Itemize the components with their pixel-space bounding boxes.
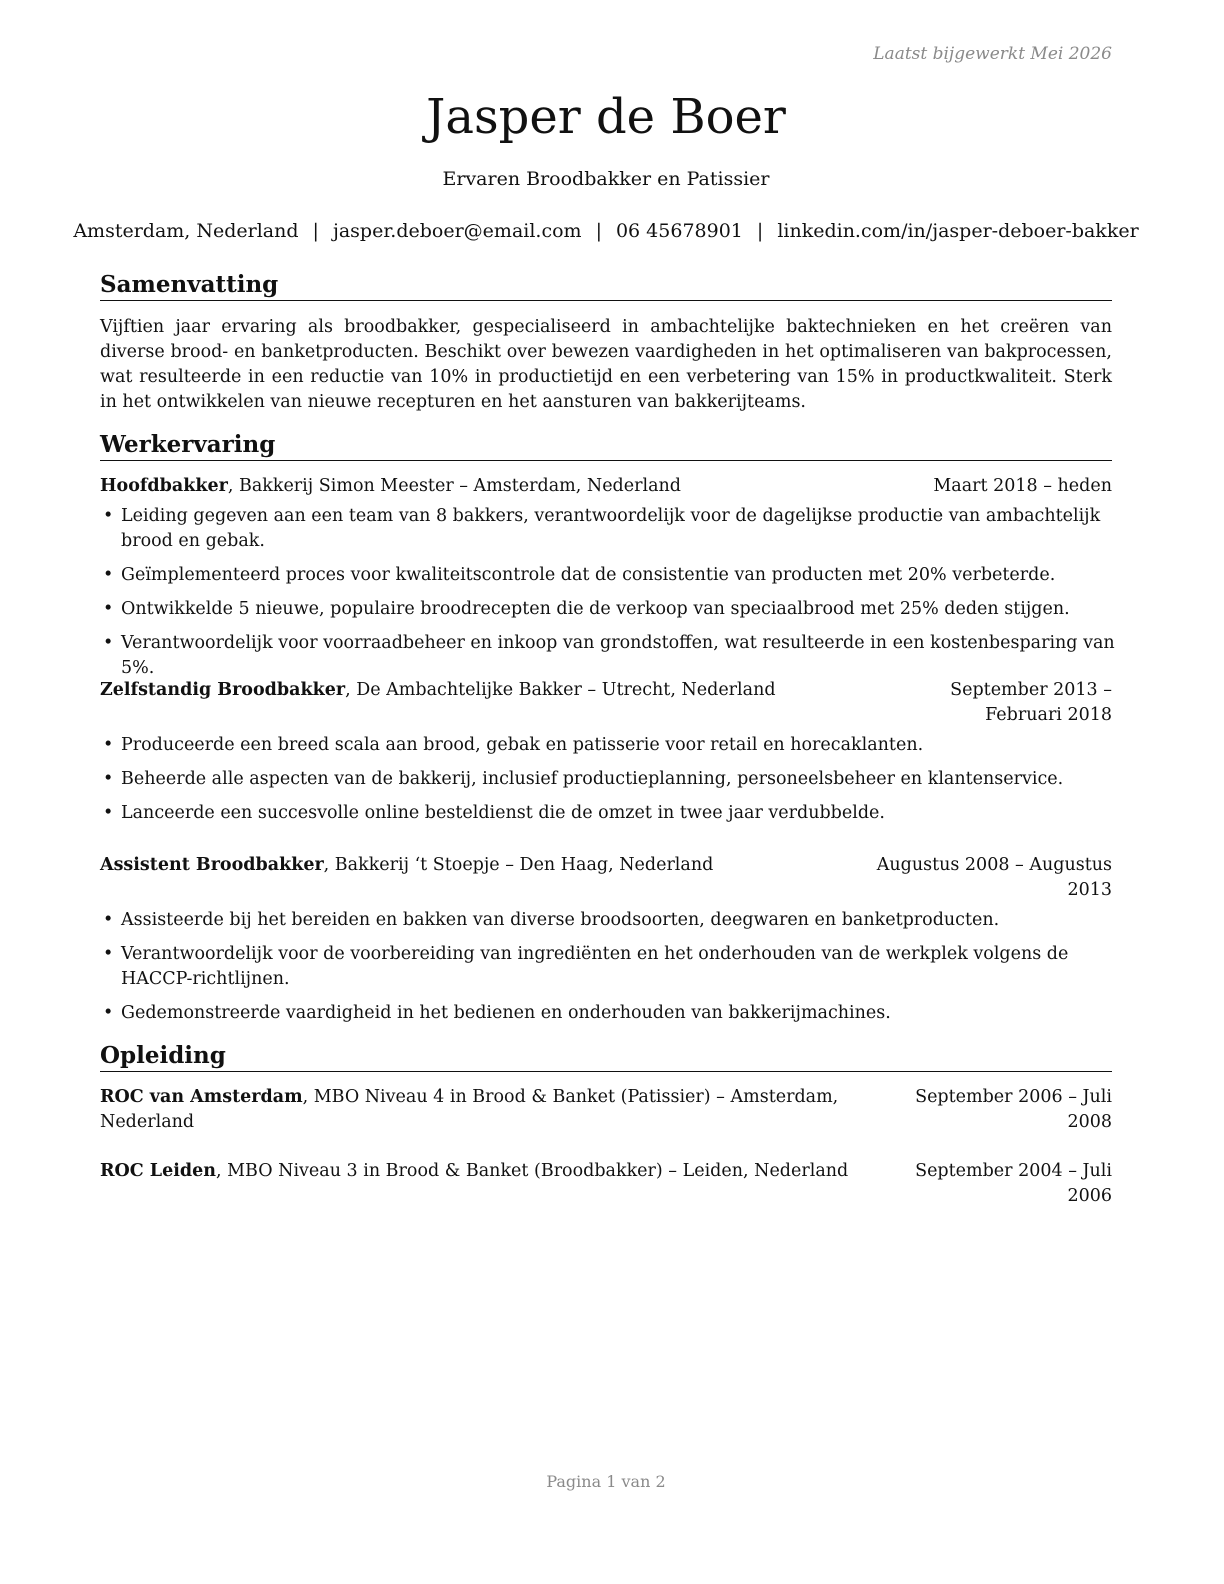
last-updated-date: Laatst bijgewerkt Mei 2026 <box>873 44 1112 64</box>
contact-line <box>70 218 1142 244</box>
job-bullets <box>100 733 1118 835</box>
candidate-name: Jasper de Boer <box>426 89 786 145</box>
job-title-line <box>100 678 776 703</box>
education-title-line <box>100 1085 875 1135</box>
job-employer: , Bakkerij ‘t Stoepje – Den Haag, Nederland <box>323 855 714 875</box>
contact-email[interactable]: jasper.deboer@email.com <box>332 220 582 242</box>
list-item: • Assisteerde bij het bereiden en bakken van diverse broodsoorten, deegwaren en banketproducten. <box>100 908 1118 933</box>
page-number: Pagina 1 van 2 <box>546 1472 666 1491</box>
job-period: Maart 2018 – heden <box>933 476 1112 496</box>
list-item: • Verantwoordelijk voor de voorbereiding van ingrediënten en het onderhouden van de werkplek volgens de HACCP-richtlijnen. <box>100 942 1118 992</box>
job-role: Assistent Broodbakker <box>100 855 324 875</box>
list-item: • Produceerde een breed scala aan brood, gebak en patisserie voor retail en horecaklanten. <box>100 733 1118 758</box>
education-period: September 2006 – Juli 2008 <box>915 1087 1112 1132</box>
section-title-summary: Samenvatting <box>100 270 1112 301</box>
contact-phone: 06 45678901 <box>615 220 743 242</box>
section-title-experience: Werkervaring <box>100 430 1112 461</box>
job-bullets <box>100 504 1118 690</box>
contact-separator: | <box>595 220 602 242</box>
resume-page <box>73 0 1139 1584</box>
list-item: • Beheerde alle aspecten van de bakkerij, inclusief productieplanning, personeelsbeheer en klantenservice. <box>100 767 1118 792</box>
job-employer: , De Ambachtelijke Bakker – Utrecht, Nederland <box>345 680 776 700</box>
list-item: • Gedemonstreerde vaardigheid in het bedienen en onderhouden van bakkerijmachines. <box>100 1001 1118 1026</box>
contact-linkedin[interactable]: linkedin.com/in/jasper-deboer-bakker <box>777 220 1139 242</box>
education-school: ROC van Amsterdam <box>100 1087 303 1107</box>
list-item: • Verantwoordelijk voor voorraadbeheer en inkoop van grondstoffen, wat resulteerde in een kostenbesparing van 5%. <box>100 631 1118 681</box>
job-employer: , Bakkerij Simon Meester – Amsterdam, Nederland <box>227 476 681 496</box>
job-period: Augustus 2008 – Augustus 2013 <box>876 855 1112 900</box>
summary-text: Vijftien jaar ervaring als broodbakker, gespecialiseerd in ambachtelijke baktechnieken en het creëren van diverse brood- en banketproducten. Beschikt over bewezen vaardigheden in het optimaliseren van bakprocessen, wat resulteerde in een reductie van 10% in productietijd en een verbetering van 15% in productkwaliteit. Sterk in het ontwikkelen van nieuwe recepturen en het aansturen van bakkerijteams. <box>100 317 1112 412</box>
list-item: • Lanceerde een succesvolle online besteldienst die de omzet in twee jaar verdubbelde. <box>100 801 1118 826</box>
education-title-line <box>100 1159 875 1184</box>
job-title-line <box>100 474 681 499</box>
candidate-title: Ervaren Broodbakker en Patissier <box>442 168 770 190</box>
education-school: ROC Leiden <box>100 1161 216 1181</box>
job-bullets <box>100 908 1118 1035</box>
job-period: September 2013 – Februari 2018 <box>950 680 1112 725</box>
education-detail: , MBO Niveau 4 in Brood & Banket (Patissier) – Amsterdam, Nederland <box>100 1087 839 1132</box>
education-detail: , MBO Niveau 3 in Brood & Banket (Broodbakker) – Leiden, Nederland <box>216 1161 849 1181</box>
list-item: • Leiding gegeven aan een team van 8 bakkers, verantwoordelijk voor de dagelijkse productie van ambachtelijk brood en gebak. <box>100 504 1118 554</box>
job-role: Zelfstandig Broodbakker <box>100 680 346 700</box>
education-period: September 2004 – Juli 2006 <box>915 1161 1112 1206</box>
contact-separator: | <box>312 220 319 242</box>
job-title-line <box>100 853 713 878</box>
contact-location: Amsterdam, Nederland <box>73 220 299 242</box>
list-item: • Ontwikkelde 5 nieuwe, populaire broodrecepten die de verkoop van speciaalbrood met 25% deden stijgen. <box>100 597 1118 622</box>
section-title-education: Opleiding <box>100 1041 1112 1072</box>
job-role: Hoofdbakker <box>100 476 228 496</box>
contact-separator: | <box>756 220 764 242</box>
list-item: • Geïmplementeerd proces voor kwaliteitscontrole dat de consistentie van producten met 20% verbeterde. <box>100 563 1118 588</box>
